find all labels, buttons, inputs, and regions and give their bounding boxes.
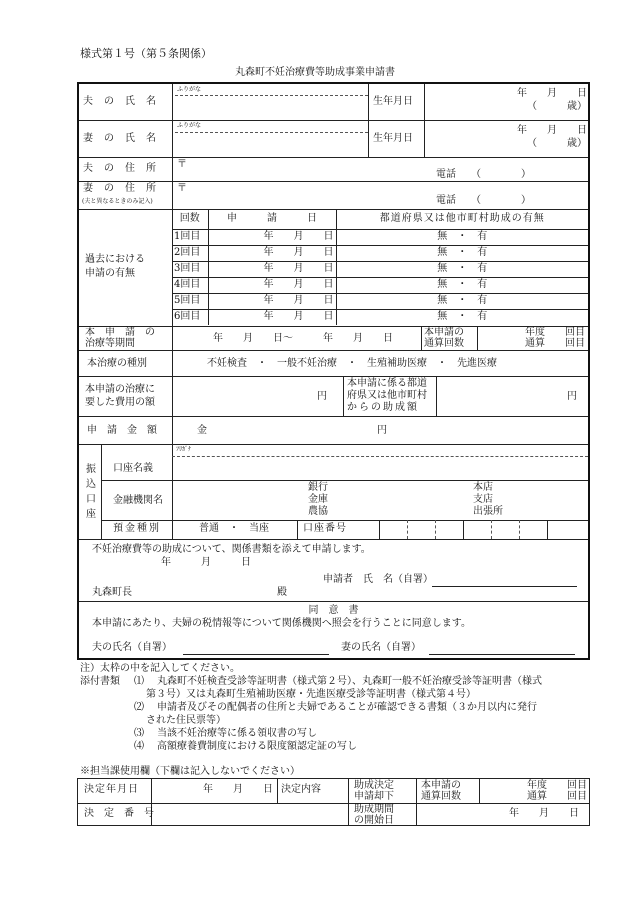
applicant-signature-field[interactable] <box>434 570 576 586</box>
history-row-date[interactable]: 年 月 日 <box>208 293 336 309</box>
deposit-type-label: 預金種別 <box>113 523 161 534</box>
office-fiscal: 年度 回目 <box>527 780 587 791</box>
branch-type-options[interactable]: 本店 支店 出張所 <box>473 482 503 517</box>
amount-label: 申 請 金 額 <box>87 425 157 436</box>
history-row-count: 6回目 <box>172 309 208 325</box>
attachment-line-1: 申請者及びその配偶者の住所と夫婦であることが確認できる書類（３か月以内に発行 <box>157 702 537 713</box>
decision-date-value: 年 月 日 <box>203 784 273 795</box>
history-row-status[interactable]: 無 ・ 有 <box>336 245 588 261</box>
history-row-count: 5回目 <box>172 293 208 309</box>
decision-content-label: 決定内容 <box>281 784 321 795</box>
office-table <box>77 778 590 826</box>
treatment-types[interactable]: 不妊検査 ・ 一般不妊治療 ・ 生殖補助医療 ・ 先進医療 <box>207 358 497 369</box>
history-row-count: 1回目 <box>172 229 208 245</box>
cost-yen: 円 <box>317 391 327 402</box>
history-col-date: 申 請 日 <box>208 209 336 229</box>
account-name-field[interactable] <box>176 458 581 478</box>
history-table <box>172 209 588 325</box>
husband-signature-field[interactable] <box>185 638 327 654</box>
attachment-number: ⑴ <box>134 676 144 687</box>
dono-label: 殿 <box>277 587 287 598</box>
cost-field[interactable] <box>174 384 314 408</box>
period-label-2: 治療等期間 <box>85 338 135 349</box>
husband-address-label: 夫 の 住 所 <box>83 163 157 174</box>
wife-birthdate-label: 生年月日 <box>373 133 413 144</box>
office-total: 通算 回目 <box>527 791 587 802</box>
husband-furigana-label: ふりがな <box>177 86 202 93</box>
attachment-line-1: 当該不妊治療等に係る領収書の写し <box>157 728 317 739</box>
husband-address-field[interactable] <box>189 159 429 179</box>
history-row-status[interactable]: 無 ・ 有 <box>336 309 588 325</box>
attachment-number: ⑷ <box>134 741 144 752</box>
wife-name-label: 妻 の 氏 名 <box>83 133 157 144</box>
husband-name-field[interactable] <box>177 96 365 118</box>
husband-birthdate-label: 生年月日 <box>373 96 413 107</box>
cost-label-1: 本申請の治療に <box>85 384 155 395</box>
amount-prefix: 金 <box>197 425 207 436</box>
history-row <box>172 229 588 245</box>
start-label-2: の開始日 <box>354 815 394 826</box>
history-col-count: 回数 <box>172 209 208 229</box>
office-title: ※担当課使用欄（下欄は記入しないでください） <box>80 766 300 777</box>
consent-text: 本申請にあたり、夫婦の税情報等について関係機関へ照会を行うことに同意します。 <box>92 618 471 629</box>
account-furigana-label: ﾌﾘｶﾞﾅ <box>176 446 192 453</box>
wife-address-note: (夫と異なるときのみ記入) <box>82 198 153 205</box>
history-row <box>172 277 588 293</box>
decision-result-1: 助成決定 <box>354 780 394 791</box>
history-row-count: 3回目 <box>172 261 208 277</box>
applicant-sign-label: 申請者 氏 名（自署） <box>323 574 433 585</box>
husband-postal-mark: 〒 <box>177 159 187 170</box>
office-count-1: 本申請の <box>421 780 461 791</box>
attachment-line-2: 第３号）又は丸森町生殖補助医療・先進医療受診等証明書（様式第４号） <box>146 689 476 700</box>
bank-type-options[interactable]: 銀行 金庫 農協 <box>308 482 328 517</box>
declaration-text: 不妊治療費等の助成について、関係書類を添えて申請します。 <box>92 544 371 555</box>
mayor-label: 丸森町長 <box>92 587 132 598</box>
wife-furigana-label: ふりがな <box>177 122 202 129</box>
account-number-field[interactable] <box>380 521 587 538</box>
history-row-date[interactable]: 年 月 日 <box>208 309 336 325</box>
attachment-line-1: 丸森町不妊検査受診等証明書（様式第２号）、丸森町一般不妊治療受診等証明書（様式 <box>157 676 542 687</box>
period-label-1: 本 申 請 の <box>85 327 155 338</box>
decision-number-label: 決 定 番 号 <box>84 808 154 819</box>
wife-sign-label: 妻の氏名（自署） <box>341 642 421 653</box>
deposit-type-options[interactable]: 普通 ・ 当座 <box>199 523 269 534</box>
history-row-count: 2回目 <box>172 245 208 261</box>
attachment-line-2: された住民票等） <box>146 715 226 726</box>
history-row-date[interactable]: 年 月 日 <box>208 261 336 277</box>
wife-postal-mark: 〒 <box>177 183 187 194</box>
wife-signature-field[interactable] <box>431 638 573 654</box>
attachment-number: ⑶ <box>134 728 144 739</box>
application-form <box>77 82 590 660</box>
history-row-status[interactable]: 無 ・ 有 <box>336 261 588 277</box>
decision-result-2: 申請却下 <box>354 791 394 802</box>
history-row-count: 4回目 <box>172 277 208 293</box>
wife-age[interactable]: （ 歳） <box>527 138 587 149</box>
office-count-2: 通算回数 <box>421 791 461 802</box>
decision-date-label: 決定年月日 <box>84 784 139 795</box>
husband-name-label: 夫 の 氏 名 <box>83 96 157 107</box>
fiscal-year-count[interactable]: 年度 回目 <box>525 327 585 338</box>
husband-age[interactable]: （ 歳） <box>527 101 587 112</box>
history-row-status[interactable]: 無 ・ 有 <box>336 277 588 293</box>
wife-birthdate-value[interactable]: 年 月 日 <box>517 125 587 136</box>
type-label: 本治療の種別 <box>87 358 147 369</box>
other-subsidy-3: からの助成額 <box>347 402 419 413</box>
period-value[interactable]: 年 月 日～ 年 月 日 <box>213 333 393 344</box>
history-row-status[interactable]: 無 ・ 有 <box>336 229 588 245</box>
husband-phone[interactable]: 電話 （ ） <box>436 169 531 180</box>
history-row <box>172 245 588 261</box>
account-number-label: 口座番号 <box>303 523 347 534</box>
attachments-label: 添付書類 <box>80 676 120 687</box>
history-row-status[interactable]: 無 ・ 有 <box>336 293 588 309</box>
declaration-date[interactable]: 年 月 日 <box>161 557 251 568</box>
amount-field[interactable] <box>214 420 374 440</box>
cost-label-2: 要した費用の額 <box>85 397 155 408</box>
consent-title: 同 意 書 <box>308 605 359 616</box>
attachment-number: ⑵ <box>134 702 144 713</box>
other-subsidy-2: 府県又は他市町村 <box>347 390 427 401</box>
history-row <box>172 309 588 325</box>
form-number: 様式第１号（第５条関係） <box>80 47 212 60</box>
history-row <box>172 293 588 309</box>
institution-label: 金融機関名 <box>113 495 163 506</box>
history-row-date[interactable]: 年 月 日 <box>208 277 336 293</box>
history-row <box>172 261 588 277</box>
bank-name-field[interactable] <box>174 483 304 517</box>
start-label-1: 助成期間 <box>354 804 394 815</box>
amount-yen: 円 <box>377 425 387 436</box>
history-label-2: 申請の有無 <box>85 268 135 279</box>
wife-phone[interactable]: 電話 （ ） <box>436 195 531 206</box>
other-subsidy-yen: 円 <box>567 391 577 402</box>
bank-section-label: 振 込 口 座 <box>86 464 96 520</box>
other-subsidy-1: 本申請に係る都道 <box>347 378 427 389</box>
history-col-other: 都道府県又は他市町村助成の有無 <box>336 209 588 229</box>
account-name-label: 口座名義 <box>113 463 153 474</box>
branch-name-field[interactable] <box>339 483 469 517</box>
count-label-1: 本申請の <box>424 327 464 338</box>
form-title: 丸森町不妊治療費等助成事業申請書 <box>235 67 395 78</box>
husband-birthdate-value[interactable]: 年 月 日 <box>517 88 587 99</box>
wife-address-field[interactable] <box>189 183 429 205</box>
start-date-value: 年 月 日 <box>509 808 579 819</box>
history-label-1: 過去における <box>85 254 145 265</box>
husband-sign-label: 夫の氏名（自署） <box>92 642 172 653</box>
history-row-date[interactable]: 年 月 日 <box>208 245 336 261</box>
wife-name-field[interactable] <box>177 133 365 155</box>
wife-address-label: 妻 の 住 所 <box>83 183 157 194</box>
note-text: 注）太枠の中を記入してください。 <box>80 663 240 674</box>
count-label-2: 通算回数 <box>424 338 464 349</box>
attachment-line-1: 高額療養費制度における限度額認定証の写し <box>157 741 357 752</box>
history-row-date[interactable]: 年 月 日 <box>208 229 336 245</box>
total-count[interactable]: 通算 回目 <box>525 338 585 349</box>
